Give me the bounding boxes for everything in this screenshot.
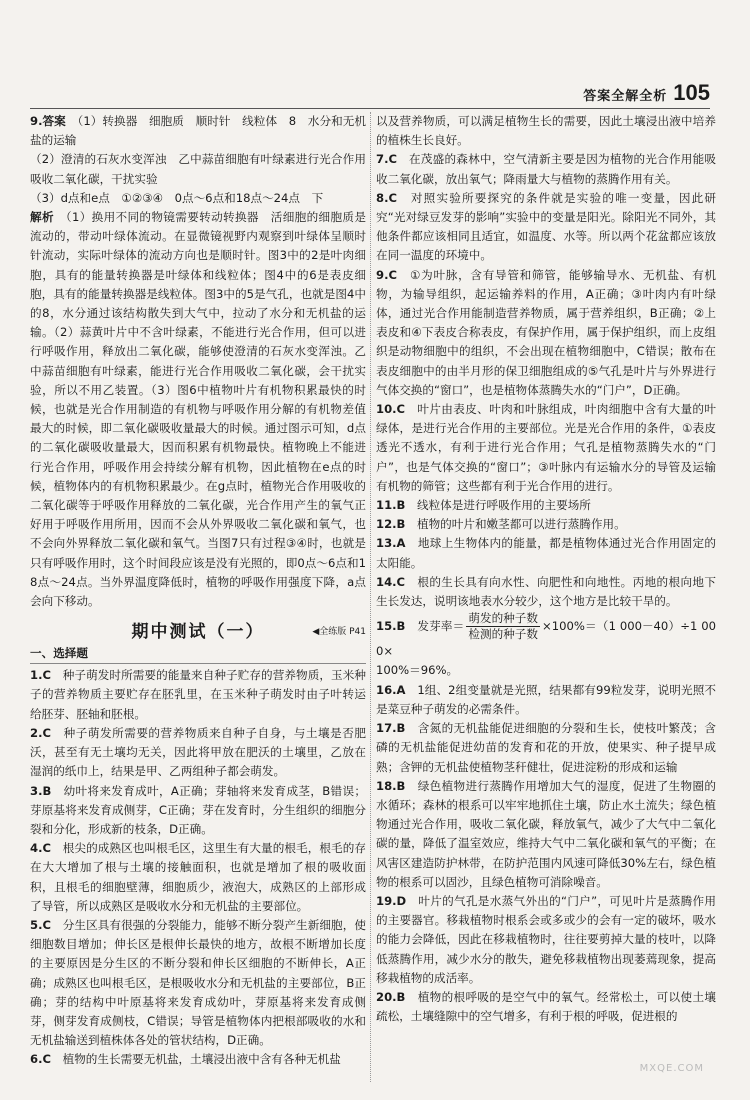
answer-number: 16.A bbox=[376, 682, 406, 697]
answer-item bbox=[376, 515, 716, 534]
answer-number: 8.C bbox=[376, 190, 397, 205]
answer-text: 地球上生物体内的能量，都是植物体通过光合作用固定的太阳能。 bbox=[376, 536, 716, 570]
answer-item bbox=[376, 988, 716, 1026]
answer-number: 3.B bbox=[30, 783, 52, 798]
section-title-text: 期中测试（一） bbox=[131, 621, 265, 642]
answer-number: 18.B bbox=[376, 778, 406, 793]
watermark: MXQE.COM bbox=[639, 1063, 704, 1074]
answer-text: ①为叶脉，含有导管和筛管，能够输导水、无机盐、有机物，为输导组织，起运输养料的作用，A正确；③叶肉内有叶绿体，通过光合作用能制造营养物质，属于营养组织，B正确；②上表皮和④下表皮合称表皮，有保护作用，属于保护组织，而上皮组织是动物细胞中的组织，不会出现在植物细胞中，C错误；散布在表皮细胞中的由半月形的保卫细胞组成的⑤气孔是叶片与外界进行气体交换的“窗口”，也是植物体蒸腾失水的“门户”，D正确。 bbox=[376, 267, 716, 397]
answer-item bbox=[376, 681, 716, 719]
answer-item bbox=[30, 189, 366, 208]
answer-text: 含氮的无机盐能促进细胞的分裂和生长，使枝叶繁茂；含磷的无机盐能促进幼苗的发育和花的开放，使果实、种子提早成熟；含钾的无机盐使植物茎秆健壮，促进淀粉的形成和运输 bbox=[376, 721, 716, 774]
left-answers-prev bbox=[30, 112, 366, 611]
answer-number: 14.C bbox=[376, 574, 406, 589]
answer-number: 6.C bbox=[30, 1052, 51, 1067]
section-title bbox=[30, 615, 366, 643]
formula-fraction bbox=[466, 611, 540, 642]
answer-text: 分生区具有很强的分裂能力，能够不断分裂产生新细胞，使细胞数目增加；伸长区是根伸长最快的地方，故根不断增加长度的主要原因是分生区的不断分裂和伸长区细胞的不断伸长，A正确；成熟区也叫根毛区，是根吸收水分和无机盐的主要部位，B正确；芽的结构中叶原基将来发育成幼叶，芽原基将来发育成侧芽，侧芽发育成侧枝，C错误；导管是植物体内把根部吸收的水和无机盐输送到植株体各处的管状结构，D正确。 bbox=[30, 917, 366, 1048]
answer-number: 9.答案 bbox=[30, 114, 66, 128]
answer-number: 4.C bbox=[30, 841, 51, 856]
answer-text: 种子萌发时所需要的能量来自种子贮存的营养物质，玉米种子的营养物质主要贮存在胚乳里，在玉米种子萌发时由子叶转运给胚芽、胚轴和胚根。 bbox=[30, 668, 366, 721]
answer-item bbox=[376, 611, 716, 680]
answer-text: 100%＝96%。 bbox=[376, 663, 459, 678]
answer-item bbox=[30, 150, 366, 188]
answer-text: 植物的生长需要无机盐，土壤浸出液中含有各种无机盐 bbox=[62, 1052, 341, 1067]
answer-text: 叶片由表皮、叶肉和叶脉组成，叶肉细胞中含有大量的叶绿体，是进行光合作用的主要部位。光是光合作用的条件，①表皮透光不透水，有利于进行光合作用；气孔是植物蒸腾失水的“门户”，也是气体交换的“窗口”；③叶脉内有运输水分的导管及运输有机物的筛管；这些都有利于光合作用的进行。 bbox=[376, 402, 716, 493]
column-divider bbox=[370, 112, 371, 1082]
answer-number: 19.D bbox=[376, 893, 407, 908]
answer-text: （2）澄清的石灰水变浑浊 乙中蒜苗细胞有叶绿素进行光合作用吸收二氧化碳，干扰实验 bbox=[30, 152, 366, 186]
answer-text: （3）d点和e点 ①②③④ 0点～6点和18点～24点 下 bbox=[30, 190, 324, 205]
right-answers bbox=[376, 112, 716, 1026]
answer-text: 叶片的气孔是水蒸气外出的“门户”，可见叶片是蒸腾作用的主要器官。移栽植物时根系会或多或少的会有一定的破坏，吸水的能力会降低，因此在移栽植物时，往往要剪掉大量的枝叶，以降低蒸腾作用，减少水分的散失，避免移栽植物出现萎蔫现象，提高移栽植物的成活率。 bbox=[376, 893, 716, 985]
answer-item bbox=[30, 208, 366, 611]
answer-number: 1.C bbox=[30, 668, 51, 683]
answer-text: 线粒体是进行呼吸作用的主要场所 bbox=[416, 498, 591, 513]
page-number: 105 bbox=[673, 80, 710, 105]
section-ref: ◀全练版 P41 bbox=[312, 627, 366, 638]
answer-number: 9.C bbox=[376, 267, 397, 282]
answer-item bbox=[376, 892, 716, 988]
answer-item bbox=[376, 189, 716, 266]
answer-text: 植物的根呼吸的是空气中的氧气。经常松土，可以使土壤疏松，土壤缝隙中的空气增多，有利于根的呼吸，促进根的 bbox=[376, 989, 716, 1024]
answer-text: 对照实验所要探究的条件就是实验的唯一变量，因此研究“光对绿豆发芽的影响”实验中的变量是阳光。除阳光不同外，其他条件都应该相同且适宜，如温度、水等。所以两个花盆都应该放在同一温度的环境中。 bbox=[376, 190, 716, 263]
answer-number: 2.C bbox=[30, 725, 51, 740]
answer-number: 7.C bbox=[376, 152, 397, 167]
fraction-denominator: 检测的种子数 bbox=[468, 627, 538, 642]
answer-item bbox=[30, 1050, 366, 1069]
right-column bbox=[376, 112, 716, 1082]
answer-number: 10.C bbox=[376, 402, 406, 417]
answer-text: 种子萌发所需要的营养物质来自种子自身，与土壤是否肥沃，甚至有无土壤均无关，因此将甲放在肥沃的土壤里，乙放在湿润的纸巾上，结果是甲、乙两组种子都会萌发。 bbox=[30, 725, 366, 779]
answer-item bbox=[30, 724, 366, 782]
answer-item bbox=[30, 839, 366, 916]
answer-number: 11.B bbox=[376, 498, 406, 513]
answer-item bbox=[376, 719, 716, 777]
fraction-numerator: 萌发的种子数 bbox=[468, 611, 538, 626]
header-label: 答案全解全析 bbox=[583, 89, 668, 104]
answer-item bbox=[30, 916, 366, 1050]
formula-suffix: ×100%＝（1 000－40）÷1 000× bbox=[376, 619, 716, 659]
answer-number: 13.A bbox=[376, 536, 406, 551]
formula-prefix: 发芽率＝ bbox=[417, 619, 465, 634]
answer-text: 绿色植物进行蒸腾作用增加大气的湿度，促进了生物圈的水循环；森林的根系可以牢牢地抓住土壤，防止水土流失；绿色植物通过光合作用，吸收二氧化碳，释放氧气，减少了大气中二氧化碳的量，降低了温室效应，维持大气中二氧化碳和氧气的平衡；在风害区建造防护林带，在防护范围内风速可降低30%左右，绿色植物的根系可以固沙，且绿色植物可消除噪音。 bbox=[376, 778, 716, 889]
answer-number: 15.B bbox=[376, 619, 406, 634]
answer-item bbox=[376, 150, 716, 188]
answer-text: 植物的叶片和嫩茎都可以进行蒸腾作用。 bbox=[416, 517, 626, 532]
answer-item bbox=[376, 534, 716, 572]
answer-number: 20.B bbox=[376, 989, 406, 1004]
answer-item bbox=[376, 112, 716, 150]
answer-text: 幼叶将来发育成叶，A正确；芽轴将来发育成茎，B错误；芽原基将来发育成侧芽，C正确；芽在发育时，分生组织的细胞分裂和分化，形成新的枝条，D正确。 bbox=[30, 783, 366, 836]
answer-text: 以及营养物质，可以满足植物生长的需要，因此土壤浸出液中培养的植株生长良好。 bbox=[376, 114, 716, 148]
answer-item bbox=[376, 400, 716, 496]
answer-text: （1）转换器 细胞质 顺时针 线粒体 8 水分和无机盐的运输 bbox=[30, 114, 366, 148]
answer-number: 12.B bbox=[376, 517, 406, 532]
answer-text: 在茂盛的森林中，空气清新主要是因为植物的光合作用能吸收二氧化碳，放出氧气；降雨量大与植物的蒸腾作用有关。 bbox=[376, 152, 716, 186]
header-rule bbox=[30, 108, 710, 109]
answer-item bbox=[30, 666, 366, 724]
left-answers-midterm bbox=[30, 666, 366, 1069]
answer-item bbox=[376, 496, 716, 515]
left-column bbox=[30, 112, 366, 1082]
answer-item bbox=[376, 266, 716, 400]
answer-item bbox=[376, 573, 716, 611]
answer-item bbox=[30, 112, 366, 150]
answer-text: 根的生长具有向水性、向肥性和向地性。丙地的根向地下生长发达，说明该地表水分较少，这个地方是比较干旱的。 bbox=[376, 574, 716, 609]
answer-text: 根尖的成熟区也叫根毛区，这里生有大量的根毛，根毛的存在大大增加了根与土壤的接触面积，也就是增加了根的吸收面积，且根毛的细胞壁薄，细胞质少，液泡大，成熟区的上部形成了导管，所以成熟区是吸收水分和无机盐的主要部位。 bbox=[30, 841, 366, 913]
answer-number: 17.B bbox=[376, 721, 406, 736]
section-subtitle: 一、选择题 bbox=[30, 645, 366, 664]
answer-text: 1组、2组变量就是光照，结果都有99粒发芽，说明光照不是菜豆种子萌发的必需条件。 bbox=[376, 682, 716, 716]
answer-number: 5.C bbox=[30, 917, 51, 932]
page-header bbox=[583, 82, 710, 104]
answer-number: 解析 bbox=[30, 210, 54, 225]
answer-text: （1）换用不同的物镜需要转动转换器 活细胞的细胞质是流动的，带动叶绿体流动。在显微镜视野内观察到叶绿体呈顺时针流动，实际叶绿体的流动方向也是顺时针。图3中的2是叶肉细胞，具有的能量转换器是叶绿体和线粒体；图4中的6是表皮细胞，具有的能量转换器是线粒体。图3中的5是气孔，也就是图4中的8，水分通过该结构散失到大气中，拉动了水分和无机盐的运输。（2）蒜黄叶片中不含叶绿素，不能进行光合作用，但可以进行呼吸作用，释放出二氧化碳，能够使澄清的石灰水变浑浊。乙中蒜苗细胞有叶绿素，能进行光合作用吸收二氧化碳，会干扰实验，所以不用乙装置。（3）图6中植物叶片有机物积累最快的时候，也就是光合作用制造的有机物与呼吸作用分解的有机物差值最大的时候，即二氧化碳吸收量最大的时候。通过图示可知，d点的二氧化碳吸收量最大，因而积累有机物最快。植物晚上不能进行光合作用，呼吸作用会持续分解有机物，因此植物在e点的时候，植物体内的有机物积累最少。在g点时，植物光合作用吸收的二氧化碳等于呼吸作用释放的二氧化碳，光合作用产生的氧气正好用于呼吸作用所用，因而不会从外界吸收二氧化碳和氧气，也不会向外界释放二氧化碳和氧气。当图7只有过程③④时，也就是只有呼吸作用时，这个时间段应该是没有光照的，即0点～6点和18点～24点。当外界温度降低时，植物的呼吸作用强度下降，a点会向下移动。 bbox=[30, 210, 366, 609]
answer-item bbox=[376, 777, 716, 892]
answer-item bbox=[30, 782, 366, 840]
